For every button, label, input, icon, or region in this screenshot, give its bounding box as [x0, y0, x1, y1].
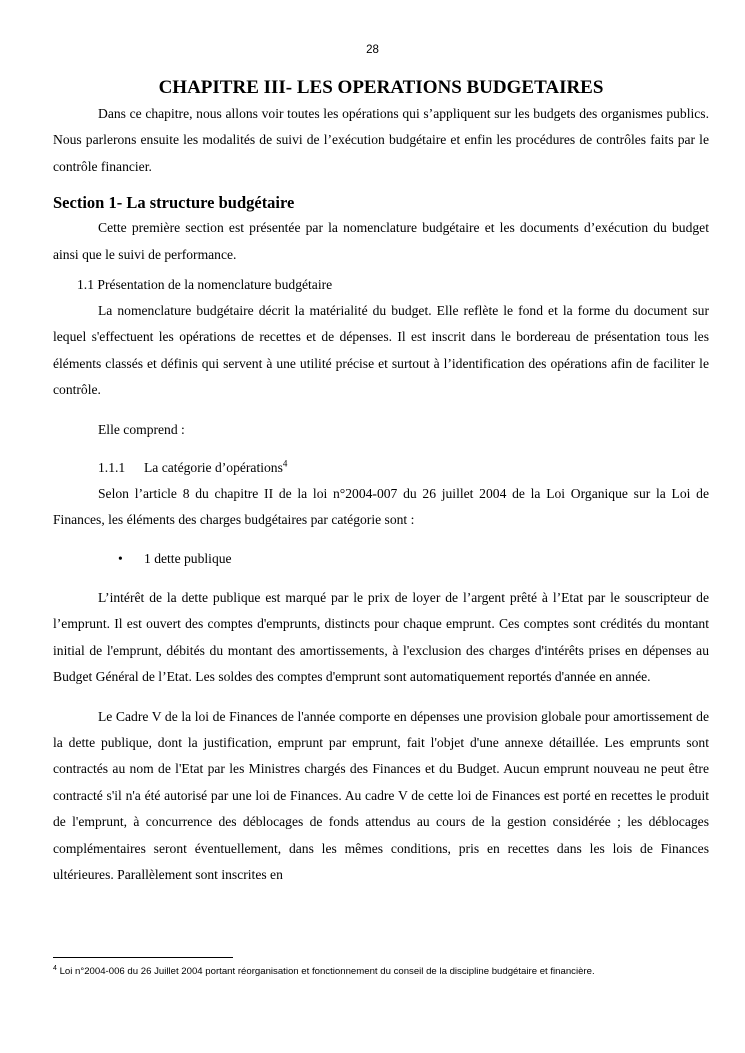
comprend-line: Elle comprend :: [98, 421, 185, 437]
footnote-reference: 4: [282, 458, 288, 469]
nomenclature-paragraph: La nomenclature budgétaire décrit la matérialité du budget. Elle reflète le fond et la forme du document sur lequel s'effectuent les opérations de recettes et de dépenses. Il est inscrit dans le bordereau de présentation tous les éléments classés et définis qui servent à une utilité précise et surtout à l’identification des opérations afin de faciliter le contrôle.: [53, 303, 709, 398]
cadre-v-paragraph: Le Cadre V de la loi de Finances de l'année comporte en dépenses une provision globale pour amortissement de la dette publique, dont la justification, emprunt par emprunt, fait l'objet d'une annexe détaillée. Les emprunts sont contractés au nom de l'Etat par les Ministres chargés des Finances et du Budget. Aucun emprunt nouveau ne peut être contracté s'il n'a été autorisé par une loi de Finances. Au cadre V de cette loi de Finances est porté en recettes le produit de l'emprunt, à concurrence des déblocages de fonds attendus au cours de la gestion considérée ; les déblocages complémentaires seront éventuellement, dans les mêmes conditions, pris en recettes dans les lois de Finances ultérieures. Parallèlement sont inscrites en: [53, 708, 709, 882]
chapter-title: CHAPITRE III- LES OPERATIONS BUDGETAIRES: [158, 77, 604, 98]
subsection-title: 1.1 Présentation de la nomenclature budgétaire: [77, 277, 333, 293]
bullet-icon: •: [118, 550, 123, 566]
bullet-text: 1 dette publique: [144, 550, 232, 566]
section-intro-paragraph: Cette première section est présentée par la nomenclature budgétaire et les documents d’exécution du budget ainsi que le suivi de performance.: [53, 220, 709, 262]
subsubsection-title: La catégorie d’opérations: [144, 460, 283, 476]
footnote-text: Loi n°2004-006 du 26 Juillet 2004 portant réorganisation et fonctionnement du conseil de la discipline budgétaire et financière.: [59, 966, 595, 977]
footnote-divider: [53, 957, 233, 958]
footnote: [53, 965, 733, 979]
page-content: [53, 75, 709, 888]
section-title: Section 1- La structure budgétaire: [53, 193, 295, 213]
footnote-number: 4: [53, 964, 57, 972]
bullet-item: [118, 546, 709, 572]
chapter-intro-paragraph: Dans ce chapitre, nous allons voir toutes les opérations qui s’appliquent sur les budgets des organismes publics. Nous parlerons ensuite les modalités de suivi de l’exécution budgétaire et enfin les procédures de contrôles faits par le contrôle financier.: [53, 106, 709, 174]
subsubsection-heading: [98, 455, 709, 481]
page-number: 28: [366, 44, 379, 56]
article-paragraph: Selon l’article 8 du chapitre II de la loi n°2004-007 du 26 juillet 2004 de la Loi Organique sur la Loi de Finances, les éléments des charges budgétaires par catégorie sont :: [53, 486, 709, 528]
subsubsection-number: 1.1.1: [98, 460, 126, 476]
dette-publique-paragraph: L’intérêt de la dette publique est marqué par le prix de loyer de l’argent prêté à l’Etat par le souscripteur de l’emprunt. Il est ouvert des comptes d'emprunts, distincts pour chaque emprunt. Ces comptes sont crédités du montant initial de l'emprunt, débités du montant des amortissements, à l'exclusion des charges d'intérêts prises en dépenses au Budget Général de l’Etat. Les soldes des comptes d'emprunt sont automatiquement reportés d'année en année.: [53, 589, 709, 685]
